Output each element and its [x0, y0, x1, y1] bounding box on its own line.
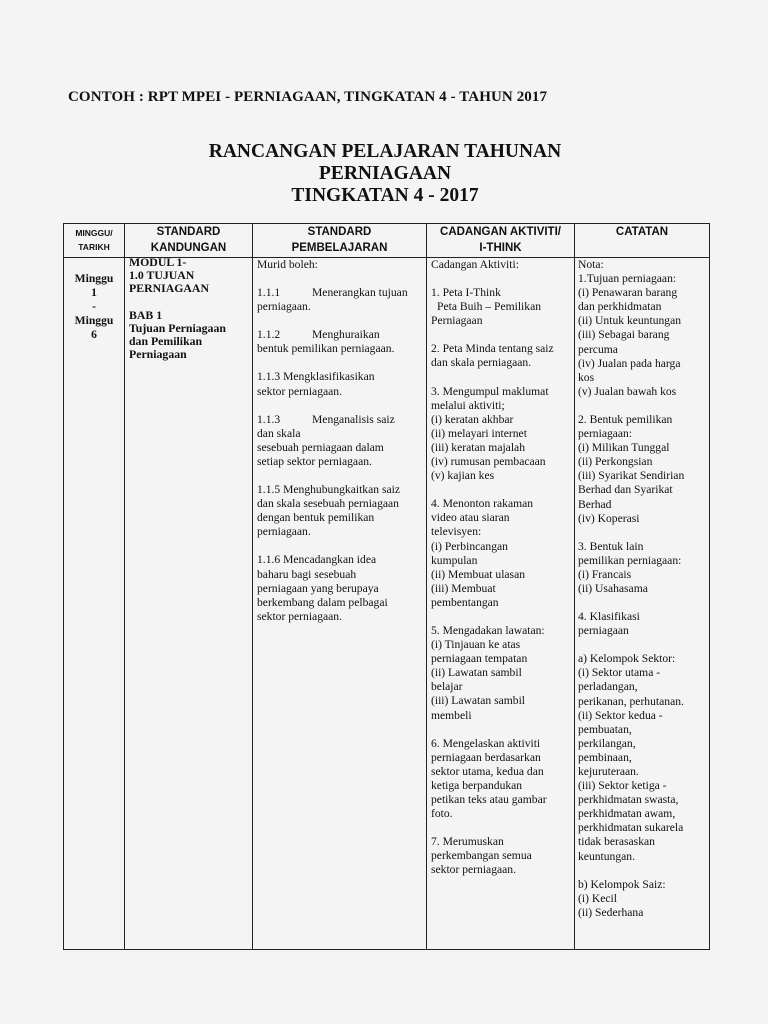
sp-item-2-number: 1.1.2	[257, 328, 281, 342]
header-minggu-line2: TARIKH	[78, 242, 110, 252]
catatan-sektor-f: pembuatan,	[578, 722, 632, 736]
sp-item-1	[257, 286, 422, 300]
cell-standard-kandungan	[125, 255, 253, 950]
catatan-saiz-b: (i) Kecil	[578, 891, 617, 905]
catatan-sektor-d: perikanan, perhutanan.	[578, 694, 684, 708]
minggu-number-end: 6	[91, 328, 97, 342]
ca-item-3-cont-2: (i) keratan akhbar	[431, 412, 514, 426]
header-cadangan-aktiviti	[427, 224, 575, 258]
sp-item-4-cont-1: dan skala	[257, 426, 301, 440]
sp-item-6-cont-4: sektor perniagaan.	[257, 609, 342, 623]
catatan-note-1-a: (i) Penawaran barang	[578, 286, 678, 300]
catatan-note-2-e: (iii) Syarikat Sendirian	[578, 469, 685, 483]
ca-item-6-cont-3: ketiga berpandukan	[431, 778, 523, 792]
sk-tujuan: 1.0 TUJUAN	[129, 268, 195, 282]
catatan-sektor-g: perkilangan,	[578, 736, 636, 750]
header-ca-line2: I-THINK	[479, 242, 522, 254]
catatan-saiz-c: (ii) Sederhana	[578, 905, 644, 919]
catatan-note-3-c: (i) Francais	[578, 567, 632, 581]
catatan-note-1-b: dan perkhidmatan	[578, 300, 662, 314]
catatan-note-1-f: (iv) Jualan pada harga	[578, 356, 681, 370]
catatan-note-2-b: perniagaan:	[578, 427, 633, 441]
ca-item-4-cont-3: (i) Perbincangan	[431, 539, 508, 553]
title-line-3: TINGKATAN 4 - 2017	[291, 185, 479, 206]
header-minggu-line1: MINGGU/	[75, 228, 113, 238]
ca-item-5-cont-1: (i) Tinjauan ke atas	[431, 638, 521, 652]
catatan-sektor-n: tidak berasaskan	[578, 835, 655, 849]
ca-item-5-cont-2: perniagaan tempatan	[431, 652, 528, 666]
sp-item-4-number: 1.1.3	[257, 412, 281, 426]
sk-bab-title-3: Perniagaan	[129, 347, 187, 361]
document-title	[0, 141, 768, 207]
ca-item-3-cont-3: (ii) melayari internet	[431, 426, 527, 440]
header-ca-line1: CADANGAN AKTIVITI/	[440, 226, 561, 238]
ca-item-4-cont-1: video atau siaran	[431, 511, 510, 525]
header-sp-line1: STANDARD	[307, 226, 372, 238]
sp-item-6-text: 1.1.6 Mencadangkan idea	[257, 553, 377, 567]
catatan-sektor-c: perladangan,	[578, 680, 638, 694]
ca-item-5-cont-3: (ii) Lawatan sambil	[431, 666, 522, 680]
catatan-note-3-d: (ii) Usahasama	[578, 581, 648, 595]
ca-item-4: 4. Menonton rakaman	[431, 497, 534, 511]
sp-item-3-text: 1.1.3 Mengklasifikasikan	[257, 370, 375, 384]
ca-item-7-cont-1: perkembangan semua	[431, 849, 532, 863]
sp-item-4-cont-2: sesebuah perniagaan dalam	[257, 440, 384, 454]
header-catatan	[575, 224, 710, 258]
header-standard-pembelajaran	[253, 224, 427, 258]
minggu-number-start: 1	[91, 286, 97, 300]
ca-item-5-cont-5: (iii) Lawatan sambil	[431, 694, 526, 708]
sp-item-6-cont-3: berkembang dalam pelbagai	[257, 595, 388, 609]
ca-item-7: 7. Merumuskan	[431, 835, 504, 849]
sp-item-2-cont: bentuk pemilikan perniagaan.	[257, 342, 395, 356]
catatan-sektor-h: pembinaan,	[578, 750, 632, 764]
cell-standard-pembelajaran	[253, 258, 427, 950]
table-row	[64, 258, 710, 950]
sp-item-5-text: 1.1.5 Menghubungkaitkan saiz	[257, 483, 400, 497]
sp-item-5-cont-3: perniagaan.	[257, 525, 311, 539]
ca-item-6-cont-2: sektor utama, kedua dan	[431, 764, 544, 778]
ca-intro: Cadangan Aktiviti:	[431, 258, 519, 271]
sp-item-6-cont-2: perniagaan yang berupaya	[257, 581, 379, 595]
ca-item-6-cont-1: perniagaan berdasarkan	[431, 750, 541, 764]
ca-item-3-cont-1: melalui aktiviti;	[431, 398, 505, 412]
catatan-sektor-k: perkhidmatan swasta,	[578, 793, 679, 807]
catatan-note-4: 4. Klasifikasi	[578, 610, 640, 624]
ca-item-3-cont-4: (iii) keratan majalah	[431, 440, 525, 454]
sp-item-3-cont: sektor perniagaan.	[257, 384, 342, 398]
catatan-note-3-b: pemilikan perniagaan:	[578, 553, 682, 567]
catatan-note-2-h: (iv) Koperasi	[578, 511, 640, 525]
ca-item-5-cont-4: belajar	[431, 680, 463, 694]
sp-item-5-cont-1: dan skala sesebuah perniagaan	[257, 497, 399, 511]
ca-item-4-cont-7: pembentangan	[431, 595, 499, 609]
sk-bab-title-1: Tujuan Perniagaan	[129, 321, 226, 335]
catatan-sektor-e: (ii) Sektor kedua -	[578, 708, 663, 722]
catatan-note-1-c: (ii) Untuk keuntungan	[578, 314, 682, 328]
catatan-note-1-g: kos	[578, 370, 595, 384]
catatan-sektor-i: kejuruteraan.	[578, 765, 639, 778]
ca-item-6-cont-5: foto.	[431, 807, 453, 821]
sp-item-1-number: 1.1.1	[257, 286, 281, 300]
catatan-sektor-o: keuntungan.	[578, 849, 635, 863]
cell-catatan	[575, 258, 710, 950]
sp-item-1-cont: perniagaan.	[257, 300, 311, 314]
catatan-note-1: 1.Tujuan perniagaan:	[578, 272, 677, 286]
table-header-row	[64, 224, 710, 258]
ca-item-5: 5. Mengadakan lawatan:	[431, 623, 545, 637]
catatan-sektor-b: (i) Sektor utama -	[578, 666, 661, 680]
sp-item-4	[257, 413, 422, 427]
catatan-note-3: 3. Bentuk lain	[578, 539, 644, 553]
ca-item-4-cont-6: (iii) Membuat	[431, 581, 496, 595]
cell-minggu	[64, 258, 125, 950]
ca-item-6-cont-4: petikan teks atau gambar	[431, 793, 547, 806]
ca-item-3-cont-5: (iv) rumusan pembacaan	[431, 455, 546, 469]
sk-bab: BAB 1	[129, 308, 163, 322]
header-standard-kandungan	[125, 224, 253, 258]
minggu-label-start: Minggu	[74, 272, 114, 285]
cell-cadangan-aktiviti	[427, 258, 575, 950]
catatan-note-2-c: (i) Milikan Tunggal	[578, 441, 670, 455]
header-catatan-label: CATATAN	[615, 226, 669, 238]
sp-item-2-text: Menghuraikan	[312, 328, 380, 342]
ca-item-3-cont-6: (v) kajian kes	[431, 469, 495, 483]
sp-item-2	[257, 328, 422, 342]
ca-item-4-cont-2: televisyen:	[431, 525, 482, 539]
catatan-sektor-j: (iii) Sektor ketiga -	[578, 779, 667, 793]
ca-item-1-cont-2: Perniagaan	[431, 314, 483, 328]
header-sp-line2: PEMBELAJARAN	[291, 242, 388, 254]
catatan-note-2-d: (ii) Perkongsian	[578, 455, 653, 469]
sk-bab-title-2: dan Pemilikan	[129, 334, 203, 348]
catatan-sektor-m: perkhidmatan sukarela	[578, 821, 684, 835]
sp-item-4-cont-3: setiap sektor perniagaan.	[257, 454, 372, 468]
catatan-note-1-d: (iii) Sebagai barang	[578, 328, 670, 342]
sp-intro: Murid boleh:	[257, 258, 318, 271]
minggu-label-end: Minggu	[74, 314, 114, 328]
catatan-note-2-g: Berhad	[578, 497, 612, 511]
rpt-table	[63, 223, 710, 950]
ca-item-3: 3. Mengumpul maklumat	[431, 384, 549, 398]
sp-item-6-cont-1: baharu bagi sesebuah	[257, 567, 357, 581]
catatan-nota: Nota:	[578, 258, 604, 271]
header-minggu-tarikh	[64, 224, 125, 258]
ca-item-1-cont-1: Peta Buih – Pemilikan	[437, 300, 542, 314]
sp-item-4-text: Menganalisis saiz	[312, 412, 395, 426]
title-line-2: PERNIAGAAN	[318, 163, 452, 184]
catatan-note-1-h: (v) Jualan bawah kos	[578, 384, 677, 398]
catatan-kelompok-saiz: b) Kelompok Saiz:	[578, 877, 666, 891]
ca-item-2: 2. Peta Minda tentang saiz	[431, 342, 554, 356]
catatan-note-4-b: perniagaan	[578, 624, 629, 638]
sk-perniagaan: PERNIAGAAN	[129, 281, 209, 295]
catatan-note-2: 2. Bentuk pemilikan	[578, 412, 673, 426]
header-sk-line1: STANDARD	[156, 226, 221, 238]
ca-item-4-cont-5: (ii) Membuat ulasan	[431, 567, 526, 581]
catatan-sektor-l: perkhidmatan awam,	[578, 807, 676, 821]
sk-modul: MODUL 1-	[129, 255, 187, 269]
catatan-note-2-f: Berhad dan Syarikat	[578, 483, 673, 497]
ca-item-1: 1. Peta I-Think	[431, 286, 501, 300]
minggu-dash: -	[92, 300, 96, 314]
header-sk-line2: KANDUNGAN	[150, 242, 227, 254]
ca-item-7-cont-2: sektor perniagaan.	[431, 863, 516, 877]
sp-item-1-text: Menerangkan tujuan	[312, 286, 408, 300]
ca-item-6: 6. Mengelaskan aktiviti	[431, 736, 541, 750]
ca-item-4-cont-4: kumpulan	[431, 553, 478, 567]
ca-item-5-cont-6: membeli	[431, 708, 472, 722]
catatan-note-1-e: percuma	[578, 342, 618, 356]
document-header: CONTOH : RPT MPEI - PERNIAGAAN, TINGKATAN 4 - TAHUN 2017	[68, 89, 548, 105]
catatan-kelompok-sektor: a) Kelompok Sektor:	[578, 652, 676, 666]
title-line-1: RANCANGAN PELAJARAN TAHUNAN	[208, 141, 562, 162]
ca-item-2-cont: dan skala perniagaan.	[431, 356, 532, 370]
sp-item-5-cont-2: dengan bentuk pemilikan	[257, 511, 375, 525]
